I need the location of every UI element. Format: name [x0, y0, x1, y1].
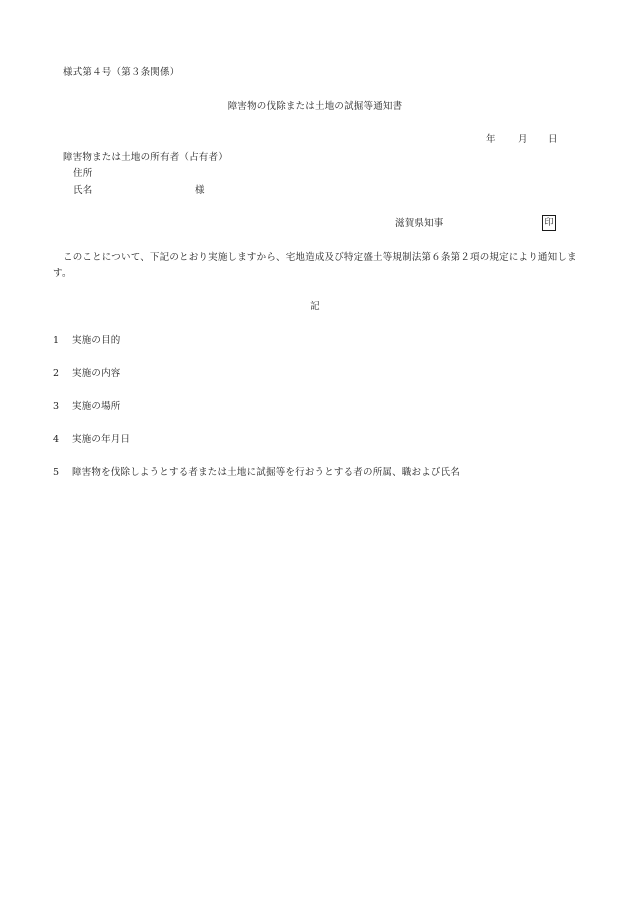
item-text: 実施の年月日: [72, 434, 131, 445]
item-number: 5: [53, 467, 60, 478]
item-number: 1: [53, 335, 60, 346]
ki-heading: 記: [310, 301, 320, 312]
item-number: 4: [53, 434, 60, 445]
item-text: 実施の目的: [72, 335, 121, 346]
item-text: 実施の内容: [72, 368, 121, 379]
issuer-name: 滋賀県知事: [395, 218, 444, 229]
form-number: 様式第４号（第３条関係）: [63, 67, 180, 78]
list-item: [53, 335, 121, 347]
seal-box: 印: [542, 215, 556, 231]
list-item: [53, 467, 460, 479]
body-paragraph: このことについて、下記のとおり実施しますから、宅地造成及び特定盛土等規制法第６条第２項の規定により通知します。: [53, 252, 577, 279]
list-item: [53, 401, 121, 413]
address-label: 住所: [73, 168, 93, 179]
document-title: 障害物の伐除または土地の試掘等通知書: [227, 101, 403, 112]
date-line: [486, 134, 558, 146]
honorific-label: 様: [195, 185, 205, 196]
date-year-label: 年: [486, 134, 496, 145]
list-item: [53, 434, 130, 446]
date-month-label: 月: [518, 134, 528, 145]
name-label: 氏名: [73, 185, 93, 196]
recipient-heading: 障害物または土地の所有者（占有者）: [63, 152, 228, 163]
item-text: 実施の場所: [72, 401, 121, 412]
item-number: 2: [53, 368, 60, 379]
item-text: 障害物を伐除しようとする者または土地に試掘等を行おうとする者の所属、職および氏名: [72, 467, 461, 478]
item-number: 3: [53, 401, 60, 412]
list-item: [53, 368, 121, 380]
date-day-label: 日: [548, 134, 558, 145]
